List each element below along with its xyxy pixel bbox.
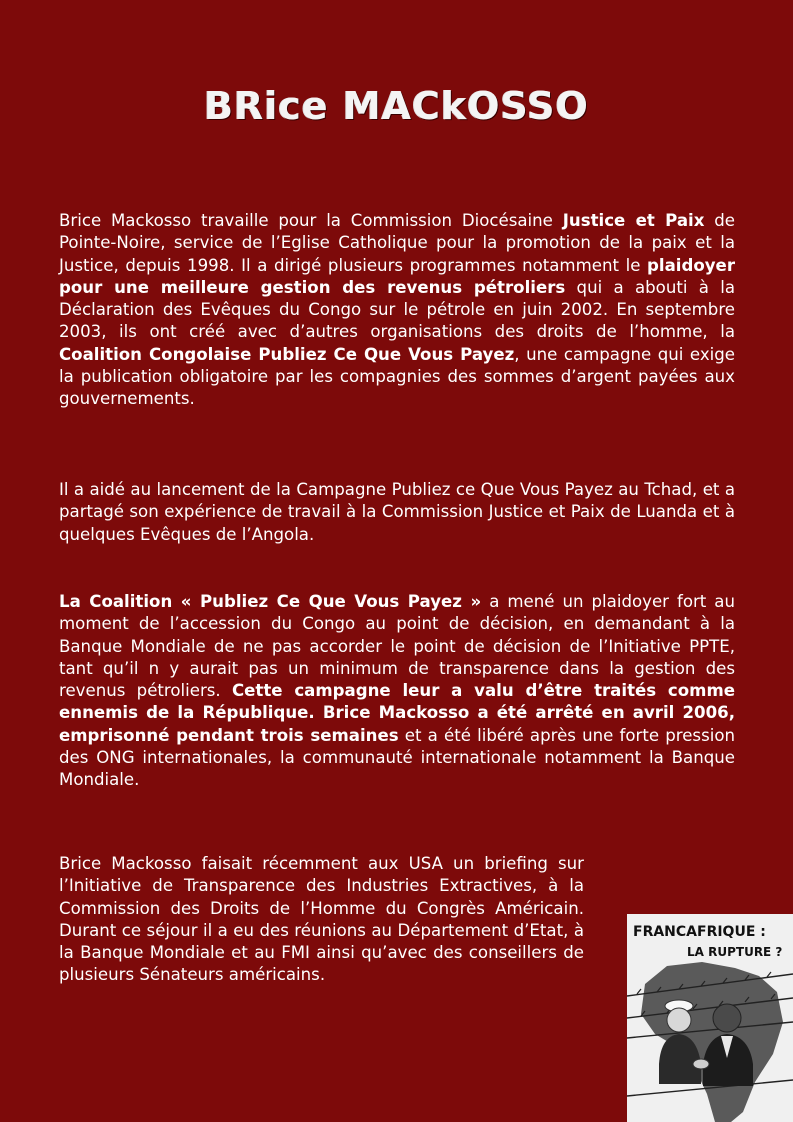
poster-subheadline: LA RUPTURE ? [687, 945, 783, 959]
francafrique-poster-image [627, 914, 793, 1122]
paragraph-coalition [59, 591, 735, 792]
paragraph-usa: Brice Mackosso faisait récemment aux USA un briefing sur l’Initiative de Transparence des Industries Extractives, à la Commission des Droits de l’Homme du Congrès Américain. Durant ce séjour il a eu des réunions au Département d’Etat, à la Banque Mondiale et au FMI ainsi qu’avec des conseillers de plusieurs Sénateurs américains. [59, 854, 584, 985]
poster-illustration [627, 914, 793, 1122]
bold-text: plaidoyer pour une meilleure gestion des revenus pétroliers [59, 255, 735, 297]
poster-headline: FRANCAFRIQUE : [633, 924, 766, 940]
text: qui a abouti à la Déclaration des Evêques du Congo sur le pétrole en juin 2002. En septembre 2003, ils ont créé avec d’autres organisations des droits de l’homme, la [59, 277, 736, 342]
page-title: BRice MACkOSSO [204, 84, 589, 128]
bold-text: Coalition Congolaise Publiez Ce Que Vous Payez [59, 344, 515, 364]
handshake [693, 1059, 709, 1069]
text: , une campagne qui exige la publication obligatoire par les compagnies des sommes d’argent payées aux gouvernements. [59, 344, 735, 409]
text: de Pointe-Noire, service de l’Eglise Catholique pour la promotion de la paix et la Justice, depuis 1998. Il a dirigé plusieurs programmes notamment le [59, 211, 735, 275]
text: Brice Mackosso travaille pour la Commission Diocésaine [59, 211, 563, 230]
text: a mené un plaidoyer fort au moment de l’accession du Congo au point de décision, en demandant à la Banque Mondiale de ne pas accorder le point de décision de l’Initiative PPTE, tant qu’il n y aurait pas un minimum de transparence dans la gestion des revenus pétroliers. [59, 592, 735, 701]
bold-text: Justice et Paix [562, 211, 705, 230]
bold-text: Cette campagne leur a valu d’être traités comme ennemis de la République. Brice Mackosso a été arrêté en avril 2006, emprisonné pendant trois semaines [59, 681, 735, 745]
paragraph-tchad: Il a aidé au lancement de la Campagne Publiez ce Que Vous Payez au Tchad, et a partagé son expérience de travail à la Commission Justice et Paix de Luanda et à quelques Evêques de l’Angola. [59, 480, 735, 544]
text: et a été libéré après une forte pression des ONG internationales, la communauté internationale notamment la Banque Mondiale. [59, 725, 735, 790]
paragraph-intro [59, 210, 735, 411]
bold-text: La Coalition « Publiez Ce Que Vous Payez » [59, 592, 482, 611]
